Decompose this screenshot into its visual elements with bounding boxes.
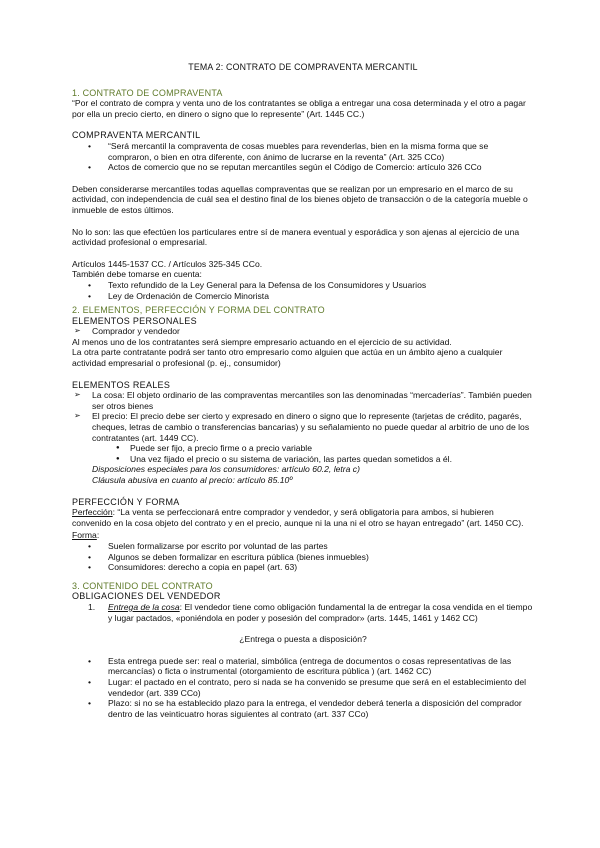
list-item: • Algunos se deben formalizar en escritura pública (bienes inmuebles) bbox=[72, 552, 534, 563]
abusive-clause: Cláusula abusiva en cuanto al precio: artículo 85.10º bbox=[92, 475, 293, 485]
form-label: Forma bbox=[72, 530, 97, 541]
personal-elements-list bbox=[72, 326, 534, 337]
perfection-form-heading: PERFECCIÓN Y FORMA bbox=[72, 496, 180, 507]
obligations-list bbox=[72, 602, 534, 623]
consumer-provisions: Disposiciones especiales para los consumidores: artículo 60.2, letra c) bbox=[92, 464, 360, 475]
list-item: ● Una vez fijado el precio o su sistema de variación, las partes quedan sometidos a él. bbox=[72, 454, 534, 465]
item-number: 1. bbox=[88, 601, 96, 612]
contract-definition: “Por el contrato de compra y venta uno de los contratantes se obliga a entregar una cosa determinada y el otro a pagar por ella un precio cierto, en dinero o signo que lo represente” (Art. 1445 CC.) bbox=[72, 98, 526, 119]
delivery-text: : El vendedor tiene como obligación fundamental la de entregar la cosa vendida en el tiempo y lugar pactados, «poniéndola en poder y posesión del comprador» (arts. 1445, 1461 y 1462 CC) bbox=[108, 601, 533, 623]
delivery-question: ¿Entrega o puesta a disposición? bbox=[239, 634, 367, 645]
list-item: • Consumidores: derecho a copia en papel (art. 63) bbox=[72, 562, 534, 573]
list-item: • Plazo: si no se ha establecido plazo para la entrega, el vendedor deberá tenerla a disposición del comprador dentro de las veinticuatro horas siguientes al contrato (art. 337 CCo) bbox=[72, 698, 534, 719]
list-item: • Actos de comercio que no se reputan mercantiles según el Código de Comercio: artículo 326 CCo bbox=[72, 162, 534, 173]
list-item: • “Será mercantil la compraventa de cosas muebles para revenderlas, bien en la misma forma que se compraron, o bien en otra diferente, con ánimo de lucrarse en la reventa” (Art. 325 CCo) bbox=[72, 141, 534, 162]
mercantile-list bbox=[72, 141, 534, 173]
mercantile-paragraph: Deben considerarse mercantiles todas aquellas compraventas que se realizan por un empresario en el marco de su actividad, con independencia de cuál sea el destino final de los bienes objeto de transacción o de la categoría mueble o inmueble de estos últimos. bbox=[72, 183, 528, 215]
list-item: ● Puede ser fijo, a precio firme o a precio variable bbox=[72, 443, 534, 454]
list-item: • Esta entrega puede ser: real o material, simbólica (entrega de documentos o cosas representativas de las mercancías) o ficta o instrumental (otorgamiento de escritura pública ) (art. 1462 CC) bbox=[72, 656, 534, 677]
form-list bbox=[72, 541, 534, 573]
list-item: • Ley de Ordenación de Comercio Minorista bbox=[72, 291, 534, 302]
list-item: • Lugar: el pactado en el contrato, pero si nada se ha convenido se presume que será en el establecimiento del vendedor (art. 339 CCo) bbox=[72, 677, 534, 698]
list-item: ➢ La cosa: El objeto ordinario de las compraventas mercantiles son las denominadas “mercaderías”. También pueden ser otros bienes bbox=[72, 390, 534, 411]
section-2-heading: 2. ELEMENTOS, PERFECCIÓN Y FORMA DEL CONTRATO bbox=[72, 305, 325, 316]
also-consider-text: También debe tomarse en cuenta: bbox=[72, 269, 202, 280]
real-elements-heading: ELEMENTOS REALES bbox=[72, 379, 171, 390]
perfection-paragraph bbox=[72, 507, 534, 528]
real-elements-list bbox=[72, 390, 534, 443]
section-1-heading: 1. CONTRATO DE COMPRAVENTA bbox=[72, 87, 223, 98]
section-3-heading: 3. CONTENIDO DEL CONTRATO bbox=[72, 580, 213, 591]
list-item: • Suelen formalizarse por escrito por voluntad de las partes bbox=[72, 541, 534, 552]
delivery-list bbox=[72, 656, 534, 720]
form-label-line bbox=[72, 530, 534, 541]
seller-obligations-heading: OBLIGACIONES DEL VENDEDOR bbox=[72, 591, 221, 602]
list-item: ➢ El precio: El precio debe ser cierto y expresado en dinero o signo que lo represente (tarjetas de crédito, pagarés, cheques, letras de cambio o transferencias bancarias) y su señalamiento no puede quedar al arbitrio de uno de los contratantes (art. 1449 CC). bbox=[72, 411, 534, 443]
personal-elements-heading: ELEMENTOS PERSONALES bbox=[72, 315, 197, 326]
laws-list bbox=[72, 280, 534, 301]
perfection-label: Perfección bbox=[72, 507, 113, 518]
price-sublist bbox=[72, 443, 534, 464]
form-colon: : bbox=[96, 530, 100, 541]
document-title: TEMA 2: CONTRATO DE COMPRAVENTA MERCANTIL bbox=[188, 62, 418, 72]
perfection-text: : “La venta se perfeccionará entre comprador y vendedor, y será obligatoria para ambos, si hubieren convenido en la cosa objeto del contrato y en el precio, aunque ni la una ni el otro se hayan entregado” (art. 1450 CC). bbox=[72, 507, 524, 528]
articles-reference: Artículos 1445-1537 CC. / Artículos 325-345 CCo. bbox=[72, 258, 263, 269]
mercantile-subheading: COMPRAVENTA MERCANTIL bbox=[72, 130, 201, 141]
list-item: • Texto refundido de la Ley General para la Defensa de los Consumidores y Usuarios bbox=[72, 280, 534, 291]
document-page bbox=[72, 62, 534, 719]
list-item: ➢ Comprador y vendedor bbox=[72, 326, 534, 337]
list-item bbox=[72, 602, 534, 623]
personal-paragraph-2: La otra parte contratante podrá ser tanto otro empresario como alguien que actúa en un ámbito ajeno a cualquier actividad empresarial o profesional (p. ej., consumidor) bbox=[72, 347, 503, 369]
exclusion-paragraph: No lo son: las que efectúen los particulares entre sí de manera eventual y esporádica y son ajenas al ejercicio de una actividad profesional o empresarial. bbox=[72, 226, 520, 248]
delivery-label: Entrega de la cosa bbox=[108, 601, 180, 612]
personal-paragraph-1: Al menos uno de los contratantes será siempre empresario actuando en el ejercicio de su actividad. bbox=[72, 336, 452, 347]
